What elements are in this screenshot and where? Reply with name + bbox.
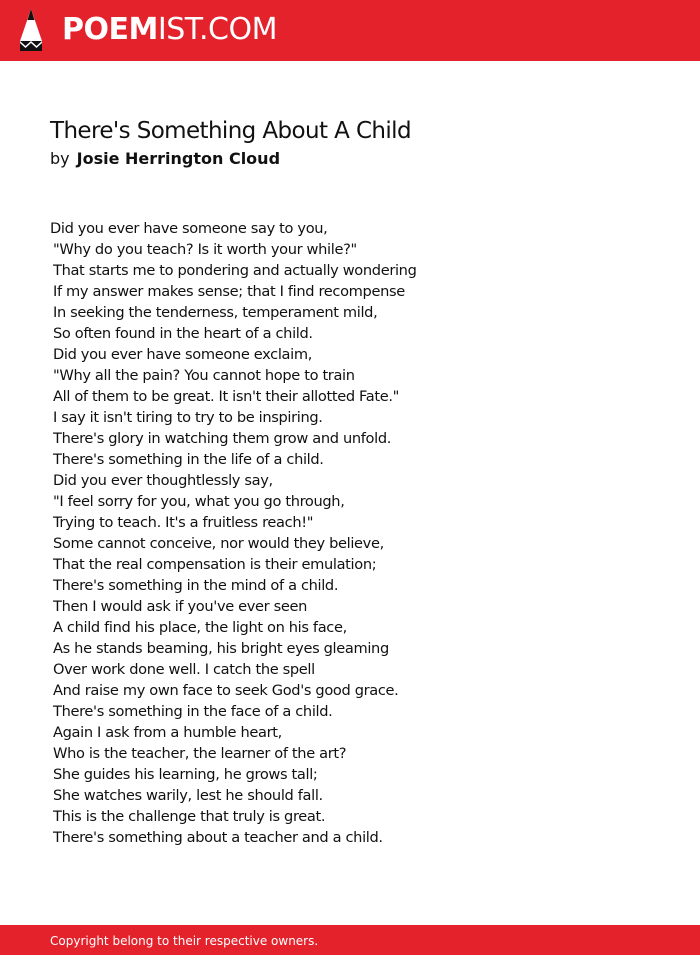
poem-line: A child find his place, the light on his face, [53,619,347,636]
poem-line: In seeking the tenderness, temperament mild, [53,304,378,321]
poem-line: That starts me to pondering and actually wondering [53,262,417,279]
poem-line: And raise my own face to seek God's good grace. [53,682,399,699]
poem-line: She guides his learning, he grows tall; [53,766,318,783]
poem-line: As he stands beaming, his bright eyes gleaming [53,640,389,657]
by-label: by [50,149,70,168]
poem-line: If my answer makes sense; that I find recompense [53,283,405,300]
poem-line: There's something in the life of a child. [53,451,324,468]
pencil-tip-icon [18,9,44,51]
poem-line: Some cannot conceive, nor would they believe, [53,535,384,552]
logo-light-text: IST.COM [157,12,277,47]
poem-line: Did you ever have someone exclaim, [53,346,312,363]
site-footer [0,925,700,955]
copyright-notice: Copyright belong to their respective owners. [50,934,319,948]
poem-line: I say it isn't tiring to try to be inspiring. [53,409,323,426]
poem-line: So often found in the heart of a child. [53,325,313,342]
poem-line: All of them to be great. It isn't their allotted Fate." [53,388,399,405]
site-logo[interactable] [62,12,277,48]
poem-line: Did you ever thoughtlessly say, [53,472,273,489]
poem-line: "I feel sorry for you, what you go through, [53,493,345,510]
poem-line: There's glory in watching them grow and unfold. [53,430,392,447]
poem-line: Over work done well. I catch the spell [53,661,315,678]
poem-line: That the real compensation is their emulation; [53,556,377,573]
author-name: Josie Herrington Cloud [76,149,281,168]
byline [50,148,280,170]
poem-body [50,218,650,848]
poem-title: There's Something About A Child [50,118,411,144]
poem-line: This is the challenge that truly is great. [53,808,326,825]
site-header [0,0,700,61]
poem-line: There's something about a teacher and a child. [53,829,383,846]
poem-line: Again I ask from a humble heart, [53,724,282,741]
poem-line: There's something in the face of a child. [53,703,333,720]
poem-line: "Why do you teach? Is it worth your while?" [53,241,357,258]
poem-line: Who is the teacher, the learner of the art? [53,745,347,762]
poem-line: Trying to teach. It's a fruitless reach!" [53,514,314,531]
poem-line: Then I would ask if you've ever seen [53,598,308,615]
poem-line: There's something in the mind of a child. [53,577,339,594]
logo-bold-text: POEM [62,12,158,47]
poem-line: "Why all the pain? You cannot hope to train [53,367,355,384]
poem-line: Did you ever have someone say to you, [50,220,328,237]
poem-line: She watches warily, lest he should fall. [53,787,323,804]
